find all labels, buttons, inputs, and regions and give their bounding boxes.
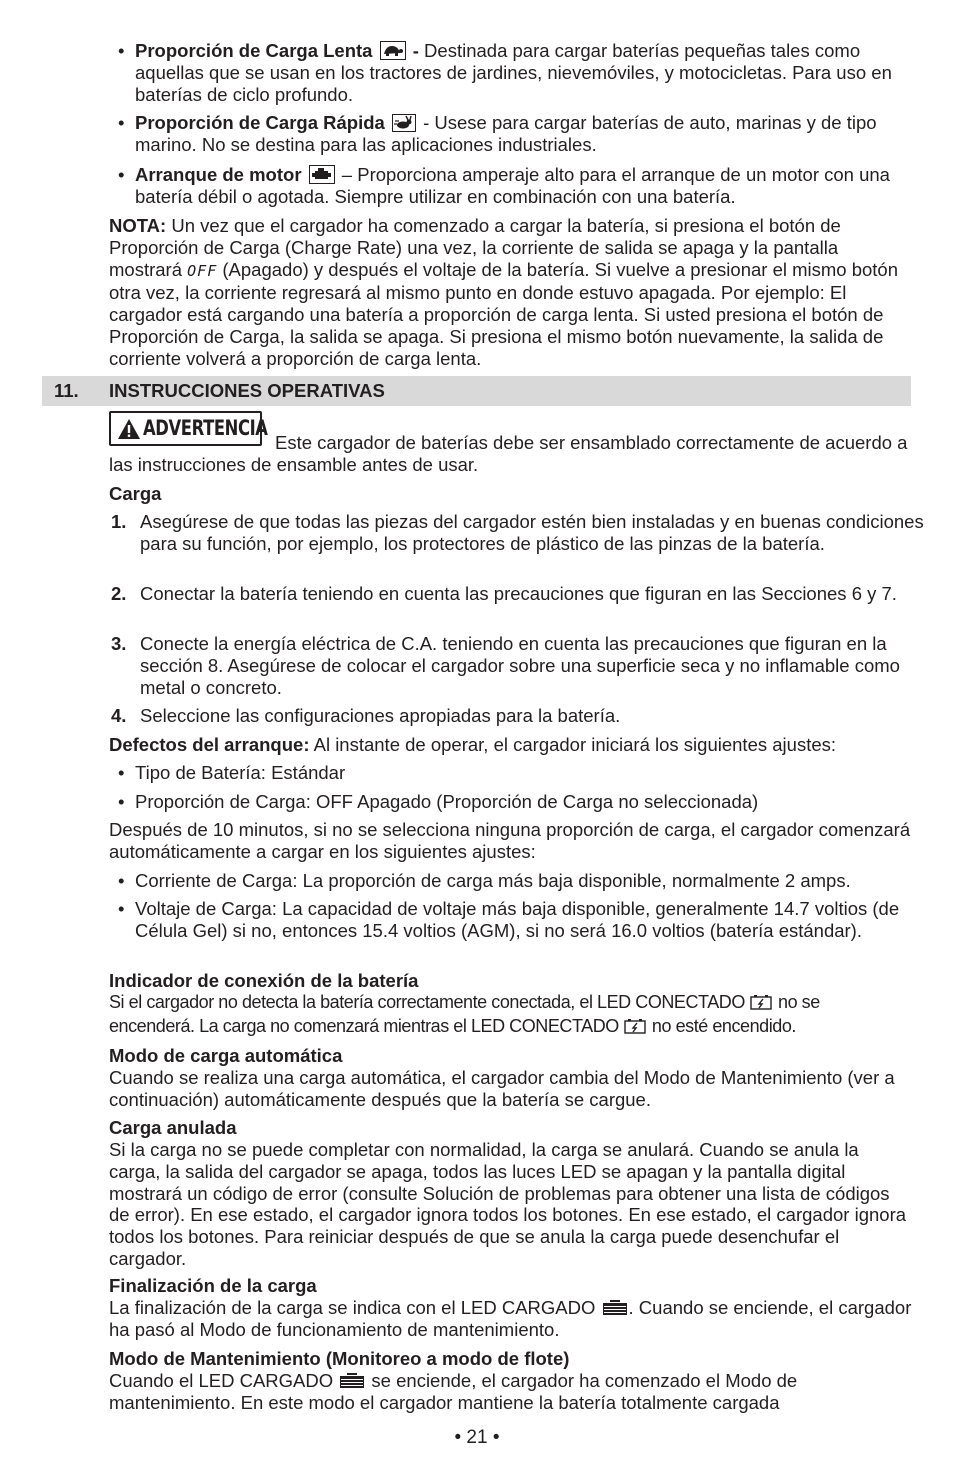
engine-start-label: Arranque de motor [135, 164, 302, 185]
aborted-heading: Carga anulada [109, 1117, 237, 1138]
note-paragraph: NOTA: Un vez que el cargador ha comenzado a cargar la batería, si presiona el botón de Proporción de Carga (Charge Rate) una vez, la corriente de salida se apaga y la pantalla mostrará OFF (Apagado) y después el voltaje de la batería. Si vuelve a presionar el mismo botón otra vez, la corriente regresará al mismo punto en donde estuvo apagada. Por ejemplo: El cargador está cargando una batería a proporción de carga lenta. Si usted presiona el botón de Proporción de Carga, la salida se apaga. Si presiona el mismo botón nuevamente, la salida de corriente volverá a proporción de carga lenta. [109, 215, 899, 369]
engine-icon [309, 165, 335, 184]
auto-mode-text: Cuando se realiza una carga automática, el cargador cambia del Modo de Mantenimiento (ver a continuación) automáticamente después que la batería se cargue. [109, 1067, 895, 1110]
step-2: 2. Conectar la batería teniendo en cuenta las precauciones que figuran en las Secciones 6 y 7. [111, 583, 897, 604]
section-title: INSTRUCCIONES OPERATIVAS [109, 380, 385, 401]
finish-text: La finalización de la carga se indica con el LED CARGADO . Cuando se enciende, el cargador ha pasó al Modo de funcionamiento de mantenimiento. [109, 1297, 912, 1340]
maintenance-text: Cuando el LED CARGADO se enciende, el cargador ha comenzado el Modo de mantenimiento. En este modo el cargador mantiene la batería totalmente cargada [109, 1370, 798, 1413]
slow-rate-text: Destinada para cargar baterías pequeñas tales como aquellas que se usan en los tractores de jardines, nievemóviles, y motocicletas. Para uso en baterías de ciclo profundo. [135, 40, 892, 105]
fast-rate-label: Proporción de Carga Rápida [135, 112, 385, 133]
charge-current-bullet: • Corriente de Carga: La proporción de carga más baja disponible, normalmente 2 amps. [118, 870, 851, 891]
charge-voltage-bullet: • Voltaje de Carga: La capacidad de voltaje más baja disponible, generalmente 14.7 voltios (de Célula Gel) si no, entonces 15.4 voltios (AGM), si no será 16.0 voltios (batería estándar). [118, 898, 900, 941]
maintenance-heading: Modo de Mantenimiento (Monitoreo a modo de flote) [109, 1348, 570, 1369]
note-label: NOTA: [109, 215, 167, 236]
connected-led-icon [750, 994, 772, 1010]
aborted-text: Si la carga no se puede completar con normalidad, la carga se anulará. Cuando se anula la carga, la salida del cargador se apaga, todos las luces LED se apagan y la pantalla digital mostrará un código de error (consulte Solución de problemas para obtener una lista de códigos de error). En ese estado, el cargador ignora todos los botones. En ese estado, el cargador ignora todos los botones. Para reiniciar después de que se anula la carga puede desenchufar el cargador. [109, 1139, 907, 1269]
bullet-slow-rate: • Proporción de Carga Lenta - Destinada para cargar baterías pequeñas tales como aquellas que se usan en los tractores de jardines, nievemóviles, y motocicletas. Para uso en baterías de ciclo profundo. [118, 40, 892, 105]
slow-rate-label: Proporción de Carga Lenta [135, 40, 373, 61]
auto-mode-heading: Modo de carga automática [109, 1045, 343, 1066]
rabbit-icon [392, 114, 416, 132]
finish-heading: Finalización de la carga [109, 1275, 317, 1296]
indicator-line-1: Si el cargador no detecta la batería correctamente conectada, el LED CONECTADO no se [109, 992, 820, 1012]
default-battery-type: • Tipo de Batería: Estándar [118, 762, 346, 783]
fast-rate-text: - Usese para cargar baterías de auto, marinas y de tipo marino. No se destina para las aplicaciones industriales. [135, 112, 877, 155]
charged-led-icon [602, 1299, 628, 1315]
off-display-readout: OFF [187, 261, 218, 280]
step-3: 3. Conecte la energía eléctrica de C.A. teniendo en cuenta las precauciones que figuran en la sección 8. Asegúrese de colocar el cargador sobre una superficie seca y no inflamable como metal o concreto. [111, 633, 900, 698]
bullet-engine-start: • Arranque de motor – Proporciona amperaje alto para el arranque de un motor con una batería débil o agotada. Siempre utilizar en combinación con una batería. [118, 164, 890, 207]
section-number: 11. [54, 380, 79, 401]
step-4: 4. Seleccione las configuraciones apropiadas para la batería. [111, 705, 621, 726]
warning-text: Este cargador de baterías debe ser ensamblado correctamente de acuerdo a las instrucciones de ensamble antes de usar. [109, 432, 908, 475]
bullet-fast-rate: • Proporción de Carga Rápida - Usese para cargar baterías de auto, marinas y de tipo marino. No se destina para las aplicaciones industriales. [118, 112, 877, 155]
default-charge-rate: • Proporción de Carga: OFF Apagado (Proporción de Carga no seleccionada) [118, 791, 759, 812]
engine-start-text: – Proporciona amperaje alto para el arranque de un motor con una batería débil o agotada. Siempre utilizar en combinación con una batería. [135, 164, 890, 207]
indicator-heading: Indicador de conexión de la batería [109, 970, 419, 991]
step-1: 1. Asegúrese de que todas las piezas del cargador estén bien instaladas y en buenas condiciones para su función, por ejemplo, los protectores de plástico de las pinzas de la batería. [111, 511, 924, 554]
charging-heading: Carga [109, 483, 162, 504]
connected-led-icon [624, 1018, 646, 1034]
warning-word: ADVERTENCIA [143, 415, 268, 440]
defaults-paragraph: Defectos del arranque: Al instante de operar, el cargador iniciará los siguientes ajustes: [109, 734, 837, 755]
charged-led-icon [339, 1372, 365, 1388]
indicator-line-2: encenderá. La carga no comenzará mientras el LED CONECTADO no esté encendido. [109, 1016, 796, 1036]
turtle-icon [380, 41, 406, 60]
auto-start-paragraph: Después de 10 minutos, si no se selecciona ninguna proporción de carga, el cargador comenzará automáticamente a cargar en los siguientes ajustes: [109, 819, 911, 862]
page-number: • 21 • [454, 1427, 500, 1448]
